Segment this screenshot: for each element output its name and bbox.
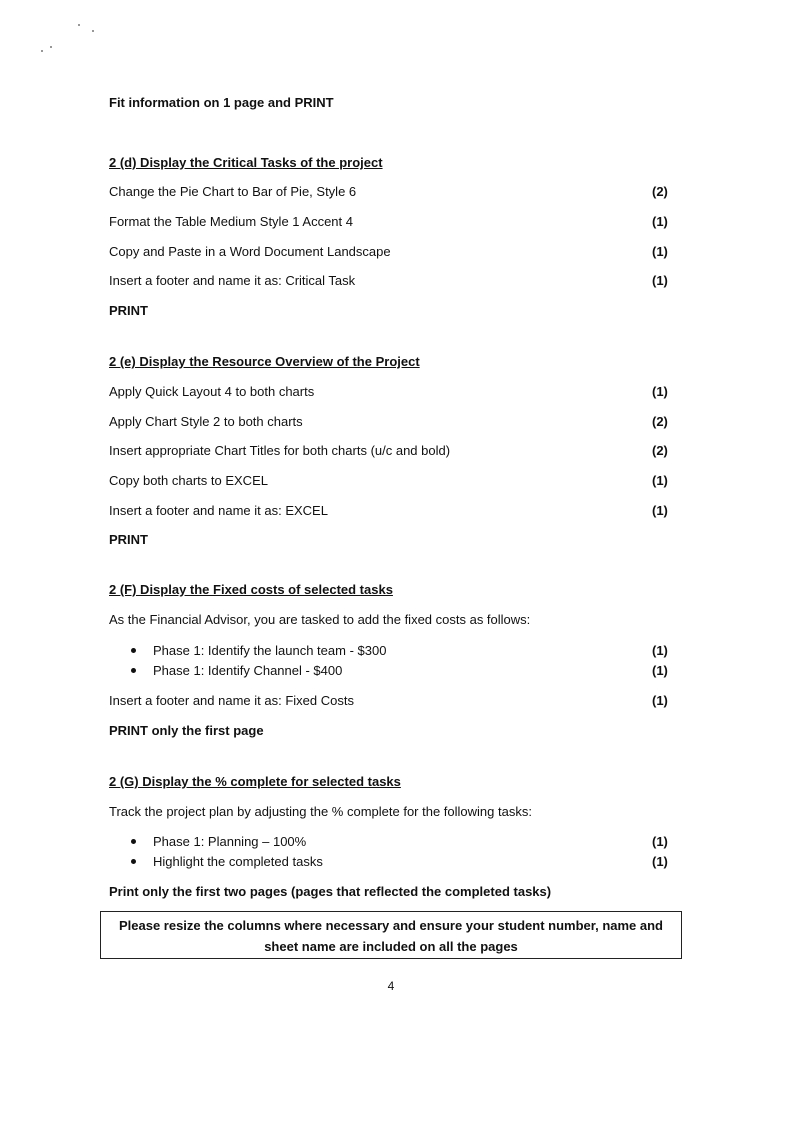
section-g-bullet: Highlight the completed tasks xyxy=(153,854,323,869)
section-g-intro: Track the project plan by adjusting the % complete for the following tasks: xyxy=(109,804,532,819)
section-e-mark: (1) xyxy=(652,503,668,518)
bullet-icon xyxy=(131,648,136,653)
section-g-mark: (1) xyxy=(652,834,668,849)
bullet-icon xyxy=(131,859,136,864)
scan-speck xyxy=(78,24,80,26)
section-d-item: Insert a footer and name it as: Critical Task xyxy=(109,273,356,288)
notice-box xyxy=(100,911,682,959)
section-e-print: PRINT xyxy=(109,532,148,547)
section-d-mark: (1) xyxy=(652,244,668,259)
section-e-item: Insert a footer and name it as: EXCEL xyxy=(109,503,328,518)
section-d-print: PRINT xyxy=(109,303,148,318)
section-f-heading: 2 (F) Display the Fixed costs of selected tasks xyxy=(109,582,393,597)
section-e-item: Apply Chart Style 2 to both charts xyxy=(109,414,303,429)
section-g-heading: 2 (G) Display the % complete for selected tasks xyxy=(109,774,401,789)
section-d-item: Copy and Paste in a Word Document Landscape xyxy=(109,244,391,259)
section-e-mark: (1) xyxy=(652,384,668,399)
scan-speck xyxy=(50,46,52,48)
section-f-bullet: Phase 1: Identify Channel - $400 xyxy=(153,663,343,678)
section-d-heading: 2 (d) Display the Critical Tasks of the project xyxy=(109,155,383,170)
section-e-mark: (1) xyxy=(652,473,668,488)
bullet-icon xyxy=(131,839,136,844)
section-f-mark: (1) xyxy=(652,663,668,678)
notice-line: sheet name are included on all the pages xyxy=(264,939,518,954)
notice-line: Please resize the columns where necessary and ensure your student number, name and xyxy=(118,918,664,933)
section-d-mark: (2) xyxy=(652,184,668,199)
section-e-item: Copy both charts to EXCEL xyxy=(109,473,268,488)
intro-instruction: Fit information on 1 page and PRINT xyxy=(109,95,334,110)
section-f-mark: (1) xyxy=(652,643,668,658)
section-g-bullet: Phase 1: Planning – 100% xyxy=(153,834,307,849)
section-d-item: Format the Table Medium Style 1 Accent 4 xyxy=(109,214,353,229)
section-f-mark: (1) xyxy=(652,693,668,708)
section-f-print: PRINT only the first page xyxy=(109,723,264,738)
section-f-bullet: Phase 1: Identify the launch team - $300 xyxy=(153,643,387,658)
scan-speck xyxy=(92,30,94,32)
bullet-icon xyxy=(131,668,136,673)
section-e-heading: 2 (e) Display the Resource Overview of the Project xyxy=(109,354,420,369)
section-e-item: Apply Quick Layout 4 to both charts xyxy=(109,384,315,399)
section-d-item: Change the Pie Chart to Bar of Pie, Style 6 xyxy=(109,184,357,199)
section-f-footer-item: Insert a footer and name it as: Fixed Costs xyxy=(109,693,354,708)
section-e-mark: (2) xyxy=(652,414,668,429)
section-g-mark: (1) xyxy=(652,854,668,869)
section-f-intro: As the Financial Advisor, you are tasked to add the fixed costs as follows: xyxy=(109,612,531,627)
scan-speck xyxy=(41,50,43,52)
section-e-mark: (2) xyxy=(652,443,668,458)
section-d-mark: (1) xyxy=(652,273,668,288)
section-e-item: Insert appropriate Chart Titles for both charts (u/c and bold) xyxy=(109,443,451,458)
section-g-print: Print only the first two pages (pages that reflected the completed tasks) xyxy=(109,884,552,899)
page-number: 4 xyxy=(387,979,395,993)
section-d-mark: (1) xyxy=(652,214,668,229)
